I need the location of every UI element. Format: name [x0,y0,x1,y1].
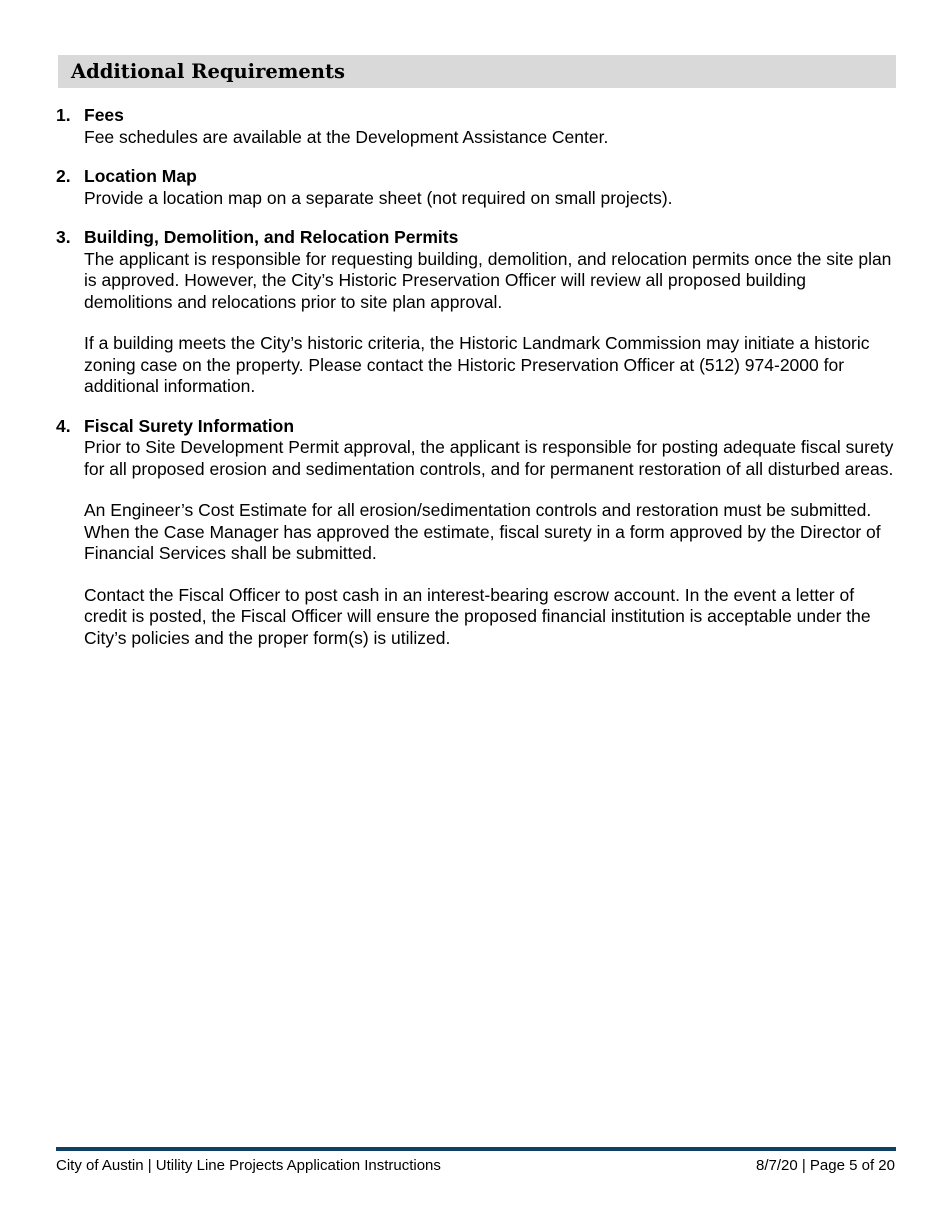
requirement-number: 1. [56,105,71,125]
requirement-paragraph: Fee schedules are available at the Development Assistance Center. [84,126,609,147]
requirement-number: 4. [56,415,71,436]
requirements-list [56,105,896,667]
requirement-title: Fiscal Surety Information [84,415,295,436]
requirement-item-location-map [56,166,896,209]
footer-divider [56,1147,896,1151]
requirement-paragraph: An Engineer’s Cost Estimate for all erosion/sedimentation controls and restoration must be submitted. When the Case Manager has approved the estimate, fiscal surety in a form approved by the Director of Financial Services shall be submitted. [84,500,881,563]
section-header [58,55,896,88]
requirement-item-fiscal-surety [56,416,896,650]
requirement-item-permits [56,227,896,398]
footer-page-info: 8/7/20 | Page 5 of 20 [755,1157,895,1174]
requirement-title: Location Map [84,166,197,186]
requirement-title: Fees [84,105,124,125]
footer-document-title: City of Austin | Utility Line Projects Application Instructions [56,1157,441,1174]
section-title: Additional Requirements [71,60,345,83]
requirement-title: Building, Demolition, and Relocation Permits [84,227,459,247]
requirement-paragraph: If a building meets the City’s historic criteria, the Historic Landmark Commission may initiate a historic zoning case on the property. Please contact the Historic Preservation Officer at (512) 974-2000 for additional information. [84,333,870,396]
requirement-paragraph: Prior to Site Development Permit approval, the applicant is responsible for posting adequate fiscal surety for all proposed erosion and sedimentation controls, and for permanent restoration of all disturbed areas. [84,437,894,479]
requirement-paragraph: Provide a location map on a separate sheet (not required on small projects). [84,187,673,208]
requirement-number: 3. [56,227,71,247]
requirement-number: 2. [56,166,71,186]
requirement-paragraph: Contact the Fiscal Officer to post cash in an interest-bearing escrow account. In the event a letter of credit is posted, the Fiscal Officer will ensure the proposed financial institution is acceptable under the City’s policies and the proper form(s) is utilized. [84,584,871,648]
requirement-item-fees [56,105,896,148]
requirement-paragraph: The applicant is responsible for requesting building, demolition, and relocation permits once the site plan is approved. However, the City’s Historic Preservation Officer will review all proposed building demolitions and relocations prior to site plan approval. [84,248,892,312]
